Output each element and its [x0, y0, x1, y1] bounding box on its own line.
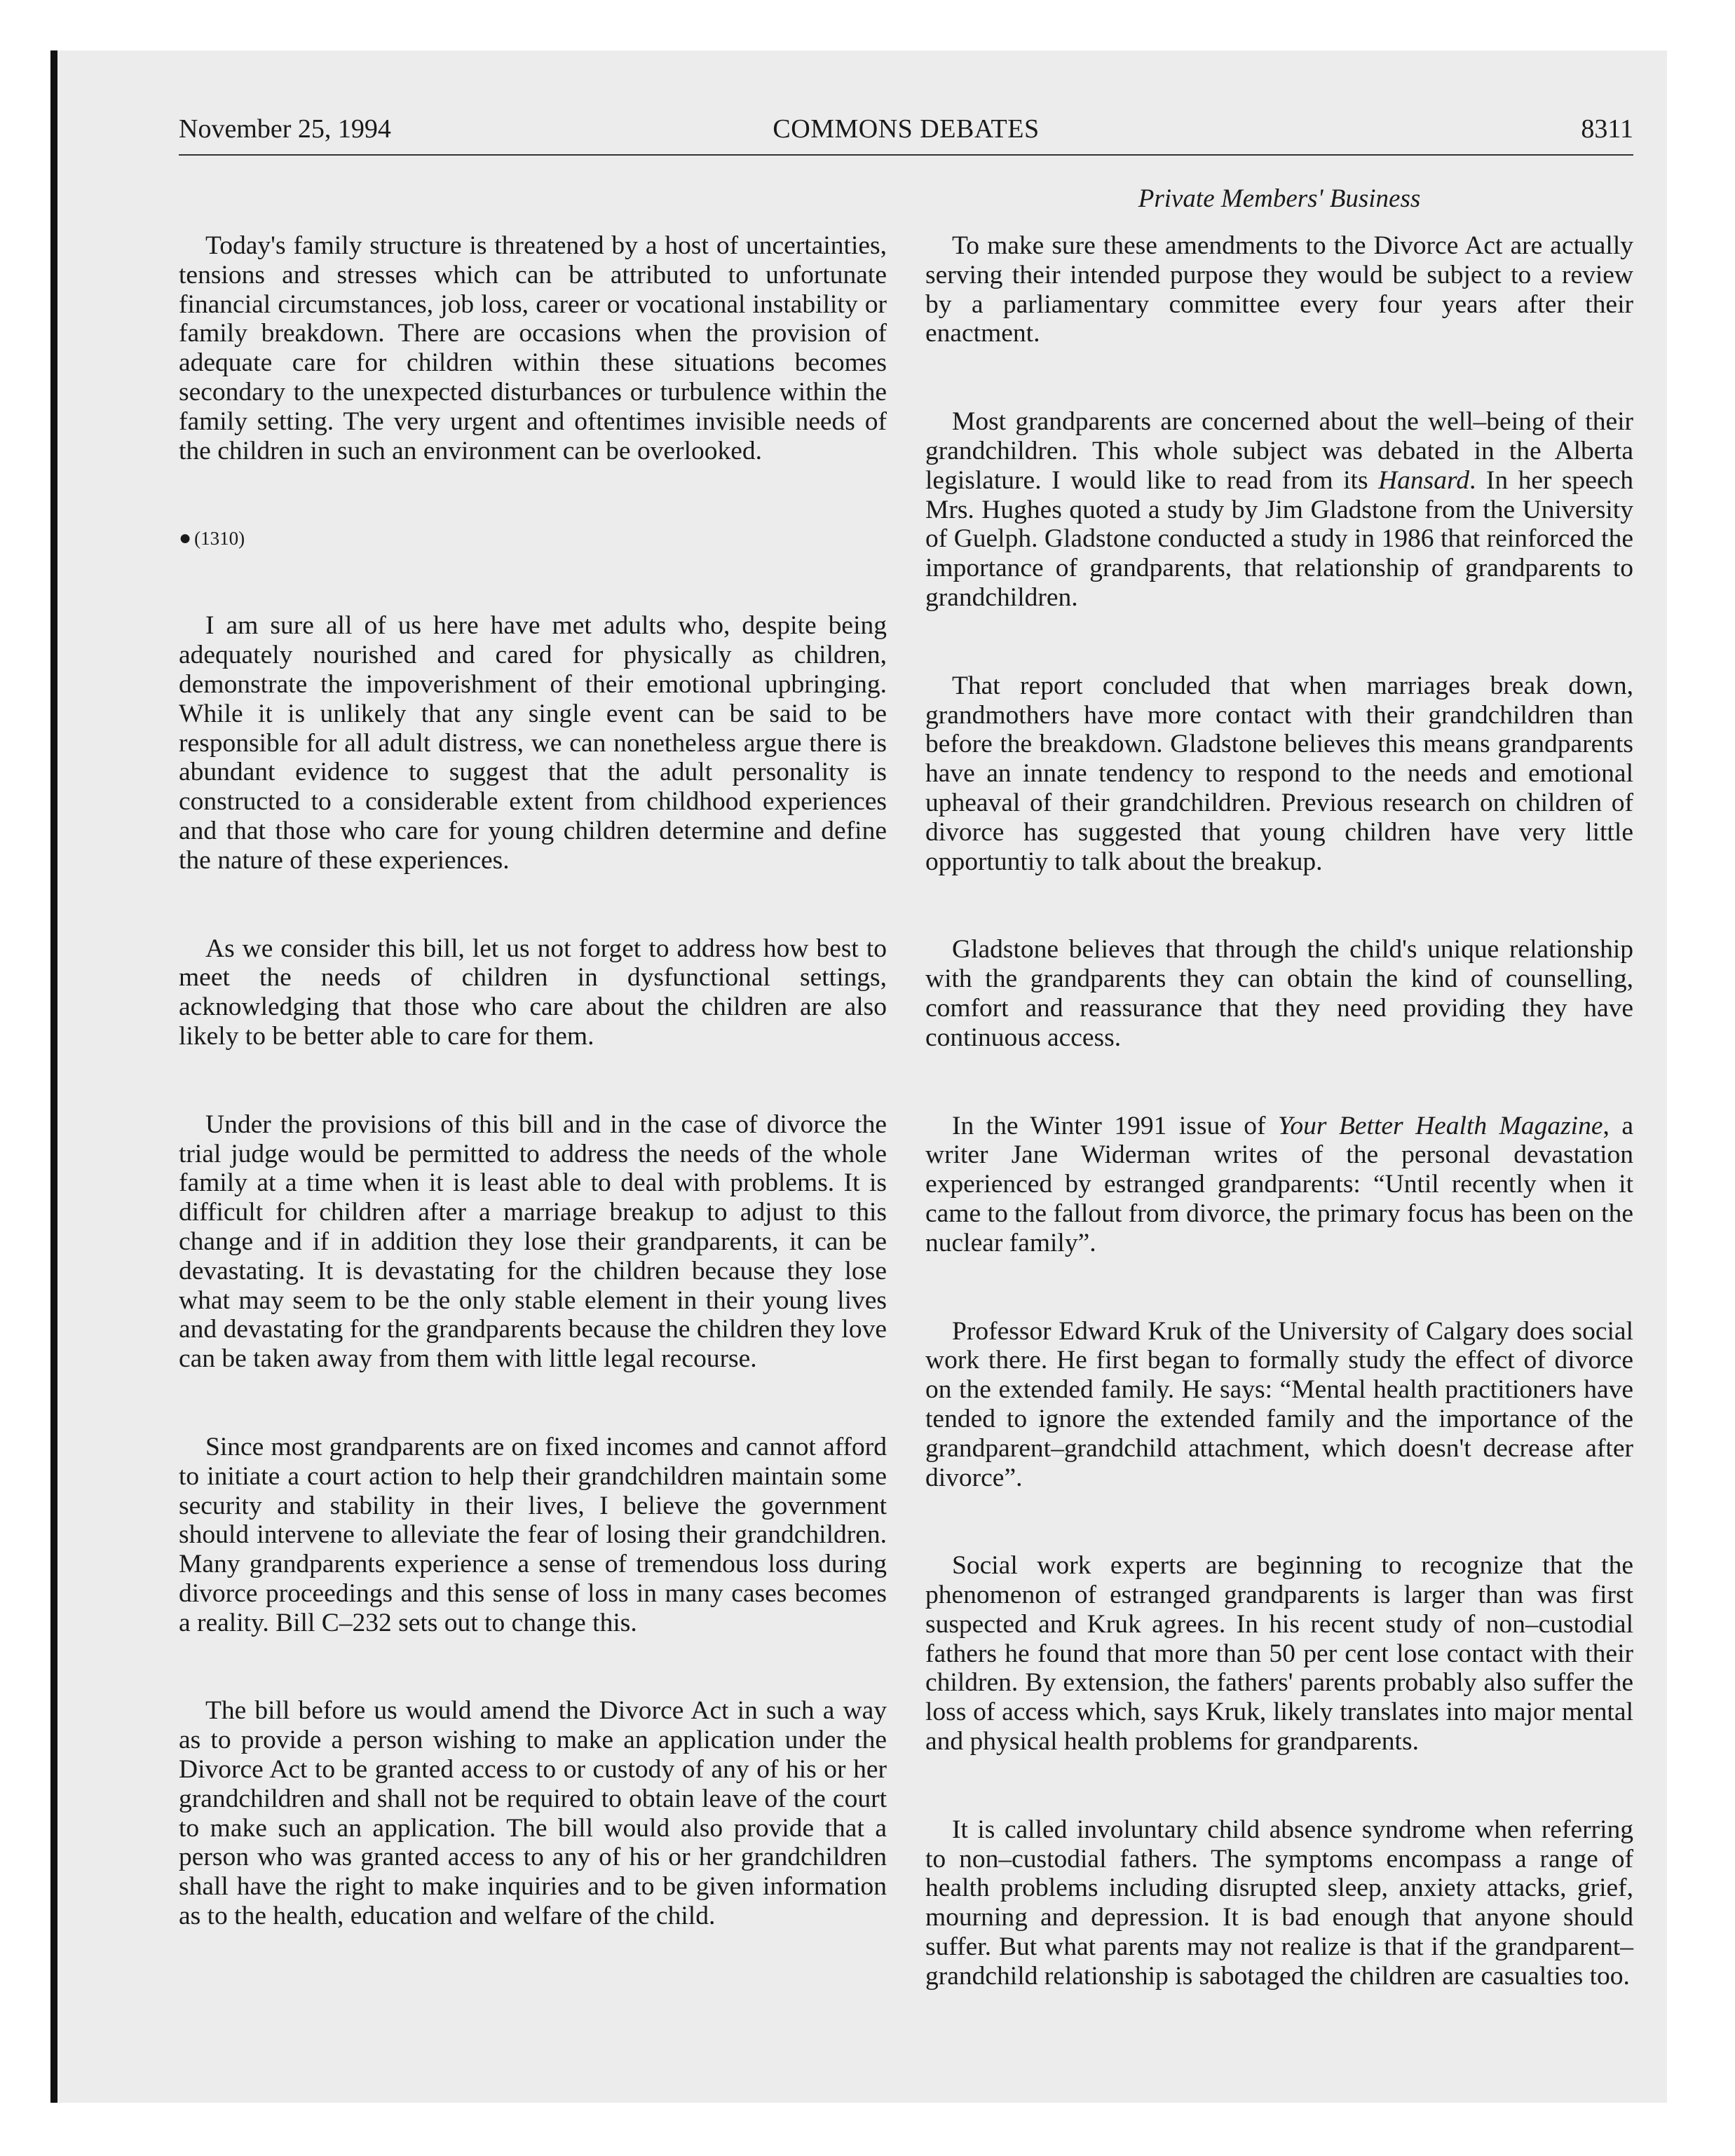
left-column: [179, 231, 887, 1990]
paragraph: [925, 1112, 1633, 1258]
paragraph: Social work experts are beginning to recognize that the phenomenon of estranged grandparents is larger than was first suspected and Kruk agrees. In his recent study of non–custodial fathers he found that more than 50 per cent lose contact with their children. By extension, the fathers' parents probably also suffer the loss of access which, says Kruk, likely translates into major mental and physical health problems for grandparents.: [925, 1551, 1633, 1756]
paragraph: To make sure these amendments to the Divorce Act are actually serving their intended purpose they would be subject to a review by a parliamentary committee every four years after their enactment.: [925, 231, 1633, 348]
paragraph: I am sure all of us here have met adults who, despite being adequately nourished and cared for physically as children, demonstrate the impoverishment of their emotional upbringing. While it is unlikely that any single event can be said to be responsible for all adult distress, we can nonetheless argue there is abundant evidence to suggest that the adult personality is constructed to a considerable extent from childhood experiences and that those who care for young children determine and define the nature of these experiences.: [179, 611, 887, 875]
paragraph: [925, 407, 1633, 613]
paragraph: As we consider this bill, let us not forget to address how best to meet the needs of children in dysfunctional settings, acknowledging that those who care about the children are also likely to be better able to care for them.: [179, 934, 887, 1051]
time-marker-text: (1310): [194, 528, 245, 550]
header-title: COMMONS DEBATES: [773, 114, 1040, 144]
bullet-icon: ●: [179, 526, 192, 550]
publication-title: Your Better Health Magazine: [1278, 1111, 1603, 1140]
paragraph: It is called involuntary child absence syndrome when referring to non–custodial fathers. The symptoms encompass a range of health problems including disrupted sleep, anxiety attacks, grief, mourning and depression. It is bad enough that anyone should suffer. But what parents may not realize is that if the grandparent–grandchild relationship is sabotaged the children are casualties too.: [925, 1815, 1633, 1991]
paragraph: Professor Edward Kruk of the University of Calgary does social work there. He first began to formally study the effect of divorce on the extended family. He says: “Mental health practitioners have tended to ignore the extended family and the importance of the grandparent–grandchild attachment, which doesn't decrease after divorce”.: [925, 1316, 1633, 1492]
page-number: 8311: [1581, 114, 1633, 144]
section-heading: Private Members' Business: [1138, 184, 1421, 213]
paragraph-text: In the Winter 1991 issue of: [952, 1111, 1279, 1140]
paragraph: Since most grandparents are on fixed incomes and cannot afford to initiate a court action to help their grandchildren maintain some security and stability in their lives, I believe the government should intervene to alleviate the fear of losing their grandchildren. Many grandparents experience a sense of tremendous loss during divorce proceedings and this sense of loss in many cases becomes a reality. Bill C–232 sets out to change this.: [179, 1432, 887, 1637]
paragraph: The bill before us would amend the Divorce Act in such a way as to provide a person wishing to make an application under the Divorce Act to be granted access to or custody of any of his or her grandchildren and shall not be required to obtain leave of the court to make such an application. The bill would also provide that a person who was granted access to any of his or her grandchildren shall have the right to make inquiries and to be given information as to the health, education and welfare of the child.: [179, 1696, 887, 1931]
header-date: November 25, 1994: [179, 114, 391, 144]
paragraph-text: Most grandparents are concerned about the well–being of their grandchildren. This whole subject was debated in the Alberta legislature. I would like to read from its: [925, 407, 1633, 495]
paragraph: Today's family structure is threatened by a host of uncertainties, tensions and stresses which can be attributed to unfortunate financial circumstances, job loss, career or vocational instability or family breakdown. There are occasions when the provision of adequate care for children within these situations becomes secondary to the unexpected disturbances or turbulence within the family setting. The very urgent and oftentimes invisible needs of the children in such an environment can be overlooked.: [179, 231, 887, 465]
right-column: [925, 231, 1633, 2050]
paragraph: Gladstone believes that through the child's unique relationship with the grandparents they can obtain the kind of counselling, comfort and reassurance that they need providing they have continuous access.: [925, 935, 1633, 1052]
time-marker: [179, 524, 887, 552]
page-header: [179, 114, 1633, 153]
publication-title: Hansard: [1378, 465, 1469, 495]
paragraph: That report concluded that when marriages break down, grandmothers have more contact with their grandchildren than before the breakdown. Gladstone believes this means grandparents have an innate tendency to respond to the needs and emotional upheaval of their grandchildren. Previous research on children of divorce has suggested that young children have very little opportuntiy to talk about the breakup.: [925, 671, 1633, 876]
header-rule: [179, 154, 1633, 156]
paragraph: Under the provisions of this bill and in the case of divorce the trial judge would be permitted to address the needs of the whole family at a time when it is least able to deal with problems. It is difficult for children after a marriage breakup to adjust to this change and if in addition they lose their grandparents, it can be devastating. It is devastating for the children because they lose what may seem to be the only stable element in their young lives and devastating for the grandparents because the children they love can be taken away from them with little legal recourse.: [179, 1110, 887, 1374]
paragraph-text: , a writer Jane Widerman writes of the personal devastation experienced by estranged grandparents: “Until recently when it came to the fallout from divorce, the primary focus has been on the nuclear family”.: [925, 1111, 1633, 1257]
paragraph-text: . In her speech Mrs. Hughes quoted a study by Jim Gladstone from the University of Guelph. Gladstone conducted a study in 1986 that reinforced the importance of grandparents, that relationship of grandparents to grandchildren.: [925, 465, 1633, 612]
binding-edge: [50, 50, 57, 2103]
